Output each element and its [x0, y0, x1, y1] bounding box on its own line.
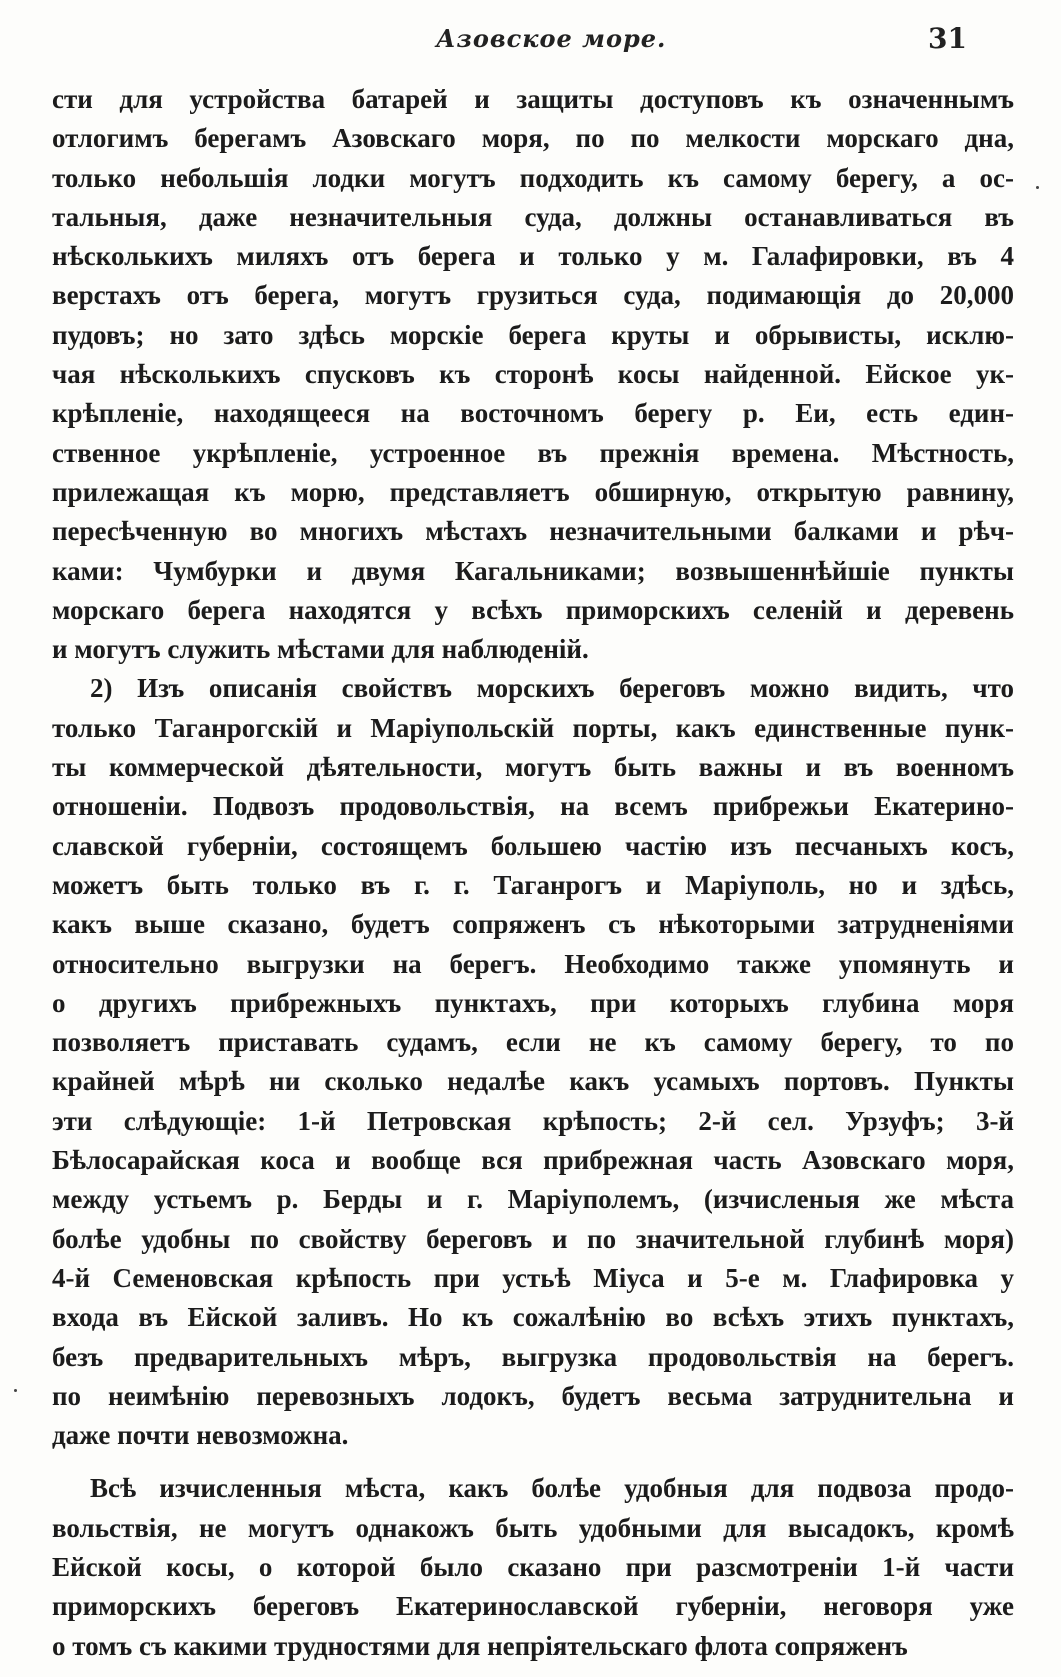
text-line: верстахъ отъ берега, могутъ грузиться суда, подимающія до 20,000 [52, 280, 1014, 311]
text-line: ты коммерческой дѣятельности, могутъ быть важны и въ военномъ [52, 752, 1014, 783]
text-line: приморскихъ береговъ Екатеринославской губерніи, неговоря уже [52, 1591, 1014, 1622]
scan-speck [14, 1389, 17, 1392]
text-line: прилежащая къ морю, представляетъ обширную, открытую равнину, [52, 476, 1014, 507]
running-title: Азовское море. [436, 24, 667, 53]
text-line: сти для устройства батарей и защиты доступовъ къ означеннымъ [52, 84, 1014, 114]
body-text [52, 80, 1014, 1666]
text-line: нѣсколькихъ миляхъ отъ берега и только у м. Галафировки, въ 4 [52, 241, 1014, 272]
text-line: вольствія, не могутъ однакожъ быть удобными для высадокъ, кромѣ [52, 1512, 1014, 1543]
text-line: славской губерніи, состоящемъ большею частію изъ песчаныхъ косъ, [52, 830, 1014, 861]
text-line: отлогимъ берегамъ Азовскаго моря, по по мелкости морскаго дна, [52, 123, 1014, 154]
text-line: ственное укрѣпленіе, устроенное въ прежнія времена. Мѣстность, [52, 437, 1014, 468]
text-line: даже почти невозможна. [52, 1420, 349, 1451]
text-line: пересѣченную во многихъ мѣстахъ незначительными балками и рѣч- [52, 516, 1014, 547]
paragraph [52, 669, 1014, 1455]
text-line: о томъ съ какими трудностями для непріятельскаго флота сопряженъ [52, 1630, 908, 1661]
text-line: Бѣлосарайская коса и вообще вся прибрежная часть Азовскаго моря, [52, 1145, 1014, 1176]
text-line: можетъ быть только въ г. г. Таганрогъ и Маріуполь, но и здѣсь, [52, 869, 1014, 900]
text-line: морскаго берега находятся у всѣхъ приморскихъ селеній и деревень [52, 594, 1014, 625]
paragraph [52, 1469, 1014, 1665]
text-line: безъ предварительныхъ мѣръ, выгрузка продовольствія на берегъ. [52, 1341, 1014, 1372]
text-line: пудовъ; но зато здѣсь морскіе берега круты и обрывисты, исклю- [52, 319, 1014, 350]
text-line: 2) Изъ описанія свойствъ морскихъ береговъ можно видить, что [90, 673, 1014, 704]
text-line: крайней мѣрѣ ни сколько недалѣе какъ усамыхъ портовъ. Пункты [52, 1066, 1014, 1097]
text-line: крѣпленіе, находящееся на восточномъ берегу р. Еи, есть един- [52, 398, 1014, 429]
text-line: какъ выше сказано, будетъ сопряженъ съ нѣкоторыми затрудненіями [52, 909, 1014, 940]
text-line: Всѣ изчисленныя мѣста, какъ болѣе удобныя для подвоза продо- [90, 1473, 1014, 1504]
scan-speck [1036, 186, 1039, 189]
text-line: болѣе удобны по свойству береговъ и по значительной глубинѣ моря) [52, 1223, 1014, 1254]
text-line: Ейской косы, о которой было сказано при разсмотреніи 1-й части [52, 1551, 1014, 1582]
text-line: между устьемъ р. Берды и г. Маріуполемъ, (изчисленыя же мѣста [52, 1184, 1014, 1215]
text-line: входа въ Ейской заливъ. Но къ сожалѣнію во всѣхъ этихъ пунктахъ, [52, 1302, 1014, 1333]
text-line: чая нѣсколькихъ спусковъ къ сторонѣ косы найденной. Ейское ук- [52, 359, 1014, 390]
text-line: по неимѣнію перевозныхъ лодокъ, будетъ весьма затруднительна и [52, 1380, 1014, 1411]
text-line: только Таганрогскій и Маріупольскій порты, какъ единственные пунк- [52, 712, 1014, 743]
text-line: отношеніи. Подвозъ продовольствія, на всемъ прибрежьи Екатерино- [52, 791, 1014, 822]
text-line: позволяетъ приставать судамъ, если не къ самому берегу, то по [52, 1027, 1014, 1058]
running-head [0, 14, 1061, 64]
text-line: ками: Чумбурки и двумя Кагальниками; возвышеннѣйшіе пункты [52, 555, 1014, 586]
text-line: тальныя, даже незначительныя суда, должны останавливаться въ [52, 201, 1014, 232]
text-line: о другихъ прибрежныхъ пунктахъ, при которыхъ глубина моря [52, 987, 1014, 1018]
paragraph-gap [52, 1455, 1014, 1469]
text-line: и могутъ служить мѣстами для наблюденій. [52, 634, 589, 665]
text-line: эти слѣдующіе: 1-й Петровская крѣпость; 2-й сел. Урзуфъ; 3-й [52, 1105, 1014, 1136]
paragraph [52, 80, 1014, 669]
text-line: только небольшія лодки могутъ подходить къ самому берегу, а ос- [52, 162, 1014, 193]
page-number: 31 [928, 22, 967, 55]
text-line: 4-й Семеновская крѣпость при устьѣ Міуса и 5-е м. Глафировка у [52, 1262, 1014, 1293]
text-line: относительно выгрузки на берегъ. Необходимо также упомянуть и [52, 948, 1014, 979]
